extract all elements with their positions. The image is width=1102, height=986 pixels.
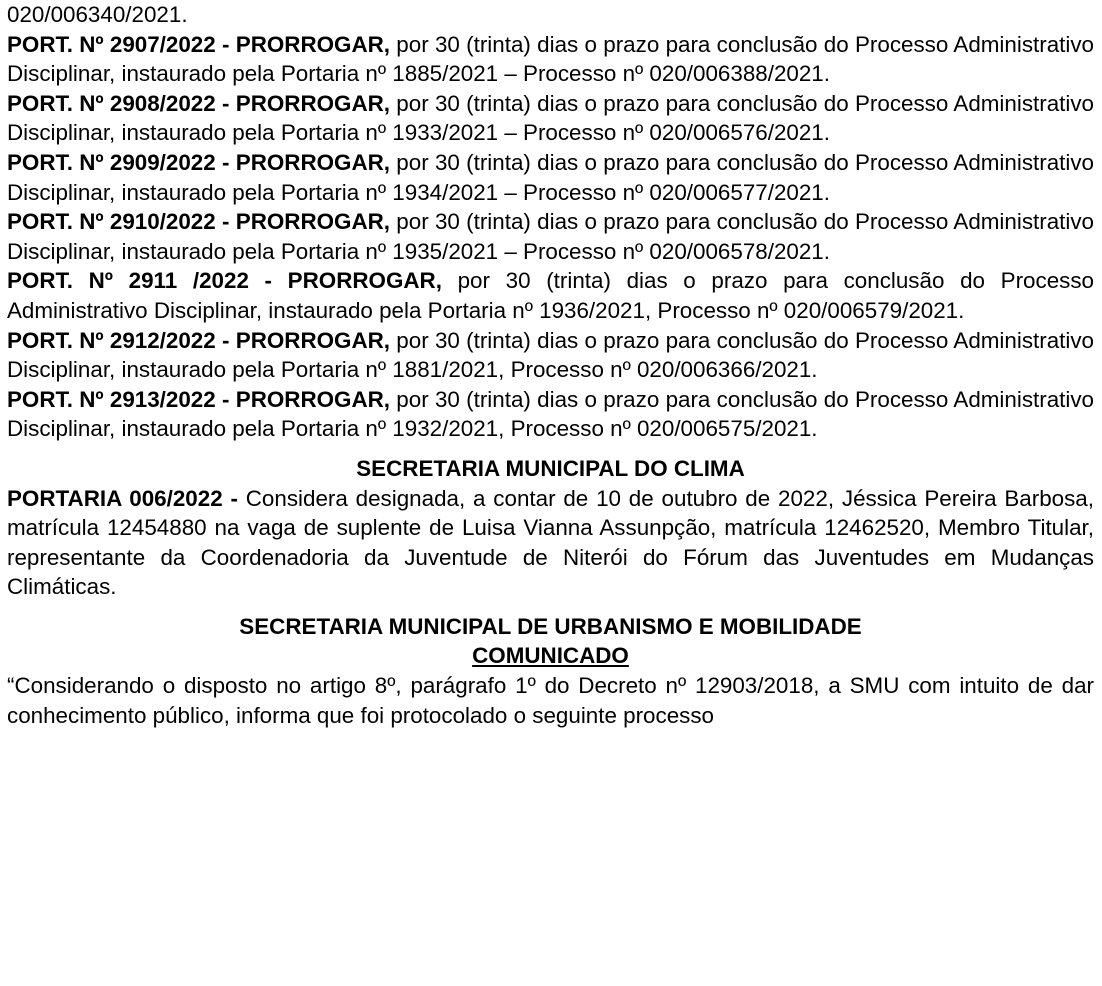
portaria-paragraph <box>7 266 1094 325</box>
clima-lead: PORTARIA 006/2022 - <box>7 485 238 511</box>
portaria-text: por 30 (trinta) dias o prazo para conclusão do Processo Administrativo Disciplinar, instaurado pela Portaria nº 1936/2021, Processo nº 020/006579/2021. <box>7 268 1094 323</box>
portaria-lead: PORT. Nº 2908/2022 - PRORROGAR, <box>7 90 391 116</box>
portaria-lead: PORT. Nº 2907/2022 - PRORROGAR, <box>7 31 391 57</box>
portaria-lead: PORT. Nº 2913/2022 - PRORROGAR, <box>7 386 391 412</box>
portaria-lead: PORT. Nº 2909/2022 - PRORROGAR, <box>7 149 391 175</box>
comunicado-paragraph: “Considerando o disposto no artigo 8º, parágrafo 1º do Decreto nº 12903/2018, a SMU com intuito de dar conhecimento público, informa que foi protocolado o seguinte processo <box>7 673 1094 728</box>
comunicado-heading: COMUNICADO <box>472 643 629 669</box>
portaria-lead: PORT. Nº 2912/2022 - PRORROGAR, <box>7 327 391 353</box>
portaria-lead: PORT. Nº 2910/2022 - PRORROGAR, <box>7 209 391 235</box>
portaria-text: por 30 (trinta) dias o prazo para conclusão do Processo Administrativo Disciplinar, instaurado pela Portaria nº 1932/2021, Processo nº 020/006575/2021. <box>7 386 1094 442</box>
portaria-text: por 30 (trinta) dias o prazo para conclusão do Processo Administrativo Disciplinar, instaurado pela Portaria nº 1933/2021 – Processo nº 020/006576/2021. <box>7 90 1094 146</box>
clima-text: Considera designada, a contar de 10 de outubro de 2022, Jéssica Pereira Barbosa, matrícula 12454880 na vaga de suplente de Luisa Vianna Assunpção, matrícula 12462520, Membro Titular, representante da Coordenadoria da Juventude de Niterói do Fórum das Juventudes em Mudanças Climáticas. <box>7 485 1094 600</box>
portaria-paragraph <box>7 30 1094 89</box>
portaria-lead: PORT. Nº 2911 /2022 - PRORROGAR, <box>7 268 442 294</box>
continued-process-number: 020/006340/2021. <box>7 2 188 27</box>
clima-paragraph <box>7 484 1094 602</box>
portaria-text: por 30 (trinta) dias o prazo para conclusão do Processo Administrativo Disciplinar, instaurado pela Portaria nº 1881/2021, Processo nº 020/006366/2021. <box>7 327 1094 383</box>
portaria-paragraph <box>7 385 1094 444</box>
section-heading-clima: SECRETARIA MUNICIPAL DO CLIMA <box>356 455 745 481</box>
portaria-text: por 30 (trinta) dias o prazo para conclusão do Processo Administrativo Disciplinar, instaurado pela Portaria nº 1935/2021 – Processo nº 020/006578/2021. <box>7 209 1094 264</box>
portaria-text: por 30 (trinta) dias o prazo para conclusão do Processo Administrativo Disciplinar, instaurado pela Portaria nº 1885/2021 – Processo nº 020/006388/2021. <box>7 31 1094 87</box>
portaria-paragraph <box>7 207 1094 266</box>
portaria-paragraph <box>7 326 1094 385</box>
portaria-text: por 30 (trinta) dias o prazo para conclusão do Processo Administrativo Disciplinar, instaurado pela Portaria nº 1934/2021 – Processo nº 020/006577/2021. <box>7 149 1094 205</box>
portaria-paragraph <box>7 148 1094 207</box>
portaria-paragraph <box>7 89 1094 148</box>
section-heading-urbanismo: SECRETARIA MUNICIPAL DE URBANISMO E MOBILIDADE <box>239 613 862 639</box>
